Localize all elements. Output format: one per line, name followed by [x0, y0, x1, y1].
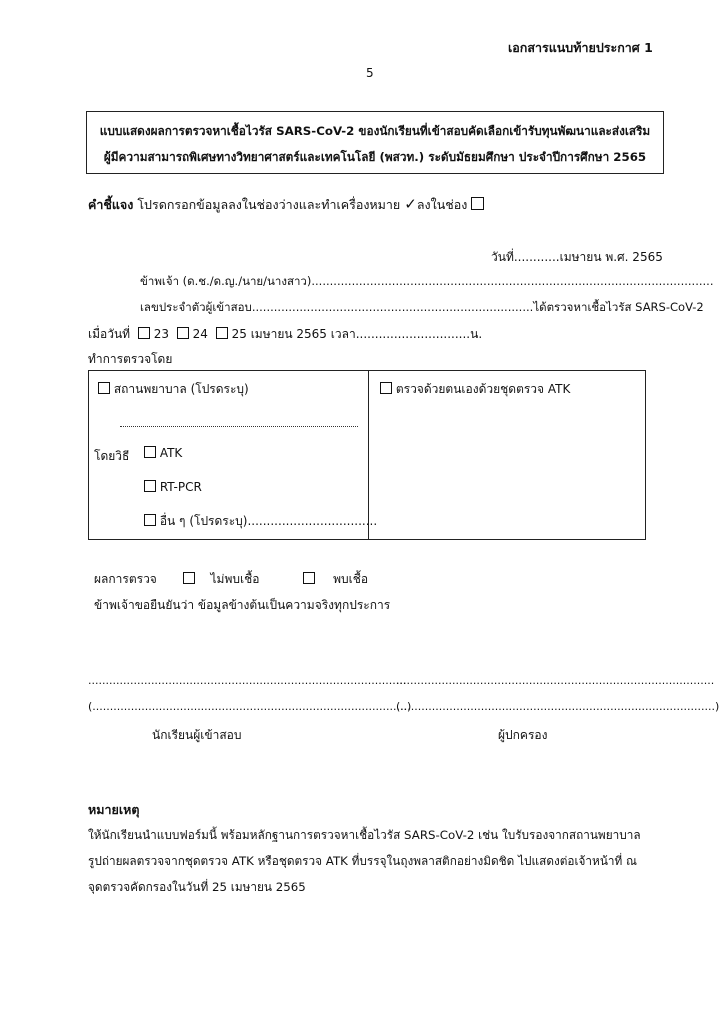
tested-by-label: ทำการตรวจโดย: [88, 352, 173, 366]
test-date-row: [88, 325, 482, 344]
day-25-checkbox[interactable]: [216, 327, 228, 339]
instructions-text: โปรดกรอกข้อมูลลงในช่องว่างและทำเครื่องหมาย: [137, 197, 401, 212]
remarks-label: หมายเหตุ: [88, 802, 140, 817]
instructions: [88, 195, 484, 215]
exam-id-line[interactable]: [140, 299, 704, 317]
atk-checkbox[interactable]: [144, 446, 156, 458]
result-row: [94, 570, 368, 589]
check-mark-icon: ✓: [404, 195, 417, 213]
rtpcr-label: RT-PCR: [159, 480, 202, 494]
day-23-label: 23: [153, 327, 170, 341]
rtpcr-checkbox[interactable]: [144, 480, 156, 492]
other-label: อื่น ๆ (โปรดระบุ)..................................: [159, 514, 378, 528]
negative-label: ไม่พบเชื้อ: [210, 572, 260, 586]
by-method-label: โดยวิธี: [94, 449, 130, 463]
page-number: 5: [366, 66, 374, 80]
tested-virus-text: ได้ตรวจหาเชื้อไวรัส SARS-CoV-2: [533, 300, 704, 314]
hospital-option[interactable]: [98, 380, 249, 399]
hospital-name-field[interactable]: [120, 426, 358, 427]
form-title-box: [86, 111, 664, 174]
day-24-label: 24: [192, 327, 208, 341]
instructions-suffix: ลงในช่อง: [416, 197, 468, 212]
parent-name-field[interactable]: (..........................................................................................): [396, 700, 720, 713]
self-test-label: ตรวจด้วยตนเองด้วยชุดตรวจ ATK: [395, 382, 571, 396]
remarks-line-2: รูปถ่ายผลตรวจจากชุดตรวจ ATK หรือชุดตรวจ ATK ที่บรรจุในถุงพลาสติกอย่างมิดชิด ไปแสดงต่อเจ้าหน้าที่ ณ: [88, 854, 637, 868]
form-title-line-1: แบบแสดงผลการตรวจหาเชื้อไวรัส SARS-CoV-2 ของนักเรียนที่เข้าสอบคัดเลือกเข้ารับทุนพัฒนาและส่งเสริม: [99, 124, 651, 138]
day-24-checkbox[interactable]: [177, 327, 189, 339]
date-line[interactable]: วันที่............เมษายน พ.ศ. 2565: [491, 250, 663, 264]
hospital-checkbox[interactable]: [98, 382, 110, 394]
student-signature-line[interactable]: ...........................................................................................: [88, 674, 407, 687]
student-name-field[interactable]: (..........................................................................................): [88, 700, 412, 713]
atk-option[interactable]: [144, 446, 182, 460]
on-date-label: เมื่อวันที่: [88, 327, 131, 341]
hospital-label: สถานพยาบาล (โปรดระบุ): [113, 382, 249, 396]
self-test-checkbox[interactable]: [380, 382, 392, 394]
name-line[interactable]: ข้าพเจ้า (ด.ช./ด.ญ./นาย/นางสาว)..............................................................................................................: [140, 274, 714, 288]
form-title-line-2: ผู้มีความสามารถพิเศษทางวิทยาศาสตร์และเทคโนโลยี (พสวท.) ระดับมัธยมศึกษา ประจำปีการศึกษา 2565: [103, 150, 647, 164]
attachment-label: เอกสารแนบท้ายประกาศ 1: [508, 40, 653, 55]
negative-checkbox[interactable]: [183, 572, 195, 584]
atk-label: ATK: [159, 446, 183, 460]
result-label: ผลการตรวจ: [94, 572, 157, 586]
rtpcr-option[interactable]: [144, 480, 202, 494]
other-checkbox[interactable]: [144, 514, 156, 526]
remarks-line-1: ให้นักเรียนนำแบบฟอร์มนี้ พร้อมหลักฐานการตรวจหาเชื้อไวรัส SARS-CoV-2 เช่น ใบรับรองจากสถานพยาบาล: [88, 828, 641, 842]
remarks-line-3: จุดตรวจคัดกรองในวันที่ 25 เมษายน 2565: [88, 880, 306, 894]
parent-signature-line[interactable]: ...........................................................................................: [396, 674, 715, 687]
certify-statement: ข้าพเจ้าขอยืนยันว่า ข้อมูลข้างต้นเป็นความจริงทุกประการ: [94, 598, 391, 612]
self-test-option[interactable]: [380, 380, 570, 399]
instructions-label: คำชี้แจง: [88, 197, 134, 212]
positive-checkbox[interactable]: [303, 572, 315, 584]
sample-checkbox-icon: [471, 197, 484, 210]
student-label: นักเรียนผู้เข้าสอบ: [152, 728, 242, 742]
exam-id-field[interactable]: เลขประจำตัวผู้เข้าสอบ.............................................................................: [140, 300, 534, 314]
day-23-checkbox[interactable]: [138, 327, 150, 339]
positive-label: พบเชื้อ: [333, 572, 369, 586]
other-option[interactable]: [144, 512, 377, 531]
parent-label: ผู้ปกครอง: [498, 728, 548, 742]
day-25-label[interactable]: 25 เมษายน 2565 เวลา..............................น.: [231, 327, 483, 341]
